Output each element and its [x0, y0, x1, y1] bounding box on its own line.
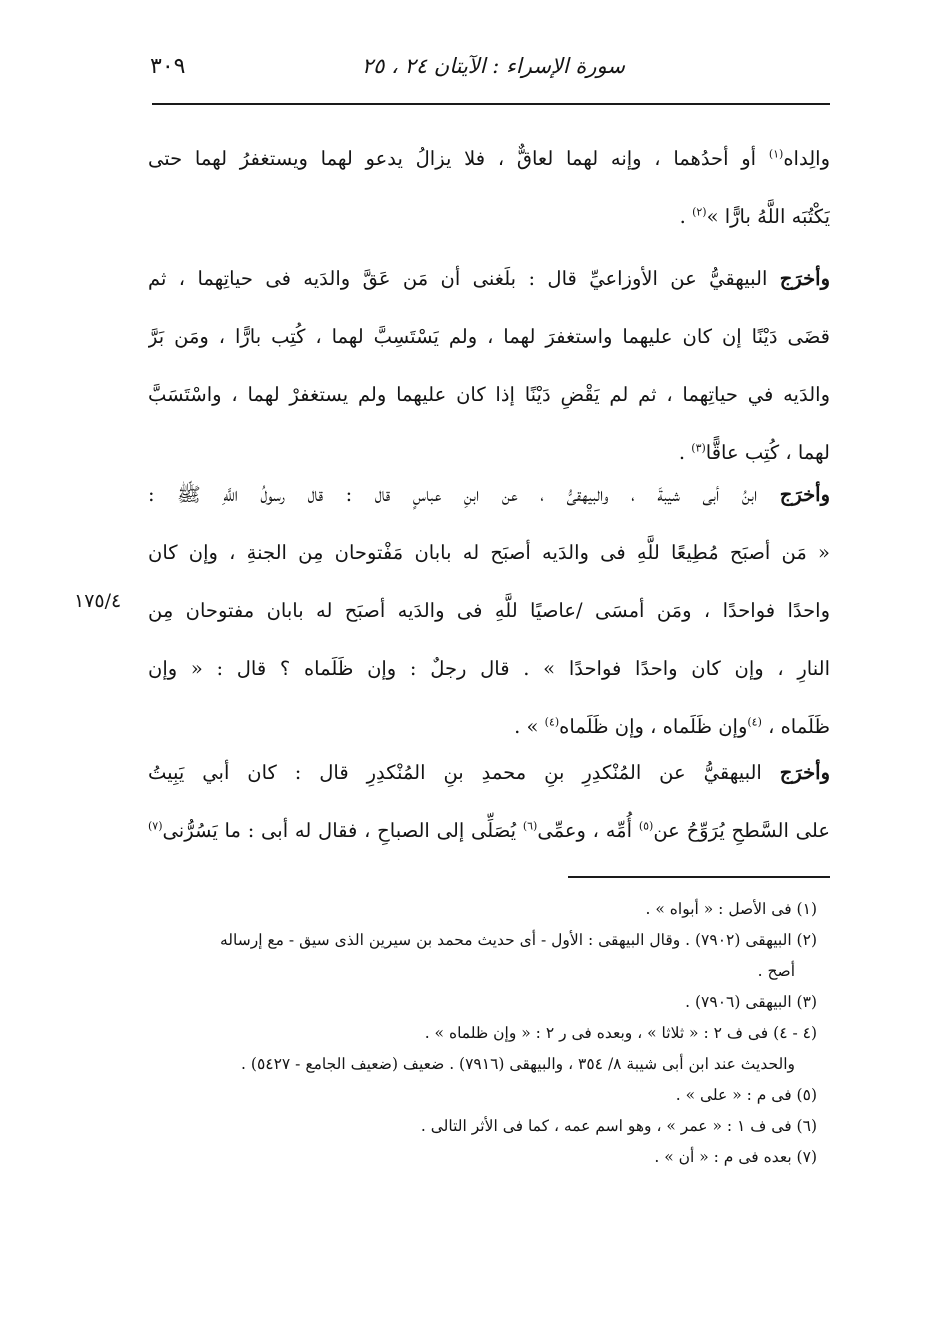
- text-run: يُصَلِّى إلى الصباحِ ، فقال له أبى : ما يَسُرُّنى: [162, 819, 523, 842]
- page-number: ٣٠٩: [150, 54, 186, 79]
- footnote-4-hadith-note: والحديث عند ابن أبى شيبة ٨/ ٣٥٤ ، والبيهقى (٧٩١٦) . ضعيف (ضعيف الجامع - ٥٤٢٧) .: [241, 1055, 795, 1073]
- footnote-2-continuation: أصح .: [757, 962, 795, 980]
- text-line: [148, 308, 830, 366]
- text-line: [148, 582, 830, 640]
- footnote-6: (٦) فى ف ١ : « عمر » ، وهو اسم عمه ، كما فى الأثر التالى .: [420, 1117, 817, 1135]
- footnote-5: (٥) فى م : « على » .: [675, 1086, 817, 1104]
- footnote-ref[interactable]: (٣): [691, 441, 706, 455]
- text-run: لهما ، كُتِب عاقًّا: [705, 441, 830, 464]
- footnote-2: (٢) البيهقى (٧٩٠٢) . وقال البيهقى : الأول - أى حديث محمد بن سيرين الذى سيق - مع إرساله: [219, 931, 817, 949]
- text-run: البيهقيُّ عن المُنْكدِرِ بنِ محمدِ بنِ المُنْكدِرِ قال : كان أبي يَبِيتُ: [148, 761, 780, 784]
- text-run: وإن ظَلَماه ، وإن ظَلَماه: [559, 715, 748, 738]
- text-line: [148, 744, 830, 802]
- text-run: النارِ ، وإن كان واحدًا فواحدًا » . قال رجلٌ : وإن ظَلَماه ؟ قال : « وإن: [148, 657, 830, 680]
- header-rule: [152, 103, 830, 105]
- footnote-ref[interactable]: (١): [768, 147, 784, 161]
- text-run: .: [678, 441, 692, 464]
- text-line: [148, 130, 830, 188]
- footnote-3: (٣) البيهقى (٧٩٠٦) .: [685, 993, 817, 1011]
- paragraph-3: [148, 466, 830, 756]
- paragraph-4: [148, 744, 830, 860]
- footnote-7: (٧) بعده فى م : « أن » .: [654, 1148, 817, 1166]
- text-line: [148, 366, 830, 424]
- text-run: على السَّطحِ يُرَوِّحُ عن: [653, 819, 830, 842]
- paragraph-lead: وأخرَج: [779, 483, 830, 506]
- text-run: ابنُ أبى شيبةَ ، والبيهقىُّ ، عن ابنِ عباسٍ قال : قال رسولُ اللَّهِ ﷺ :: [148, 483, 780, 506]
- text-run: أُمِّه ، وعمِّى: [537, 819, 639, 842]
- text-line: [148, 524, 830, 582]
- footnote-ref[interactable]: (٥): [638, 819, 654, 833]
- text-run: .: [679, 205, 693, 228]
- paragraph-2: [148, 250, 830, 482]
- footnotes: [135, 894, 817, 1173]
- text-line: [148, 802, 830, 860]
- text-line: [148, 188, 830, 246]
- text-line: [148, 250, 830, 308]
- text-run: ظَلَماه ،: [761, 715, 830, 738]
- footnote-ref[interactable]: (٤): [747, 715, 762, 729]
- text-run: واحدًا فواحدًا ، ومَن أمسَى /عاصيًا للَّهِ فى والدَيه أصبَح له بابان مفتوحان مِن: [148, 599, 830, 622]
- text-run: أو أحدُهما ، وإنه لهما لعاقٌّ ، فلا يزالُ يدعو لهما ويستغفرُ لهما حتى: [148, 147, 769, 170]
- text-run: « مَن أصبَح مُطِيعًا للَّهِ فى والدَيه أصبَح له بابان مَفْتوحان مِن الجنةِ ، وإن كان: [148, 541, 830, 564]
- footnote-ref[interactable]: (٦): [522, 819, 538, 833]
- text-run: » .: [514, 715, 545, 738]
- margin-volume-page-note: ١٧٥/٤: [74, 590, 122, 612]
- paragraph-lead: وأخرَج: [779, 267, 830, 290]
- running-title: سورة الإسراء : الآيتان ٢٤ ، ٢٥: [361, 54, 625, 78]
- text-line: [148, 466, 830, 524]
- text-run: والدَيه في حياتِهما ، ثم لم يَقْضِ دَيْنًا إذا كان عليهما ولم يستغفرْ لهما ، واسْتَسَبَّ: [148, 383, 830, 406]
- text-run: البيهقيُّ عن الأوزاعيِّ قال : بلَغنى أن مَن عَقَّ والدَيه فى حياتِهما ، ثم: [148, 267, 780, 290]
- footnote-separator: [568, 876, 830, 878]
- footnote-ref[interactable]: (٢): [692, 205, 707, 219]
- footnote-ref[interactable]: (٧): [148, 819, 163, 833]
- text-line: [148, 640, 830, 698]
- text-run: يَكْتُبَه اللَّهُ بارًّا »: [706, 205, 830, 228]
- paragraph-lead: وأخرَج: [779, 761, 830, 784]
- footnote-ref[interactable]: (٤): [544, 715, 560, 729]
- paragraph-1: [148, 130, 830, 246]
- footnote-4: (٤ - ٤) فى ف ٢ : « ثلاثا » ، وبعده فى ر ٢ : « وإن ظلماه » .: [424, 1024, 817, 1042]
- text-run: قضَى دَيْنًا إن كان عليهما واستغفرَ لهما ، ولم يَسْتَسِبَّ لهما ، كُتِب بارًّا ، ومَن بَرَّ: [148, 325, 830, 348]
- text-run: والِداه: [783, 147, 830, 170]
- footnote-1: (١) فى الأصل : « أبواه » .: [645, 900, 817, 918]
- page-header: [150, 52, 830, 98]
